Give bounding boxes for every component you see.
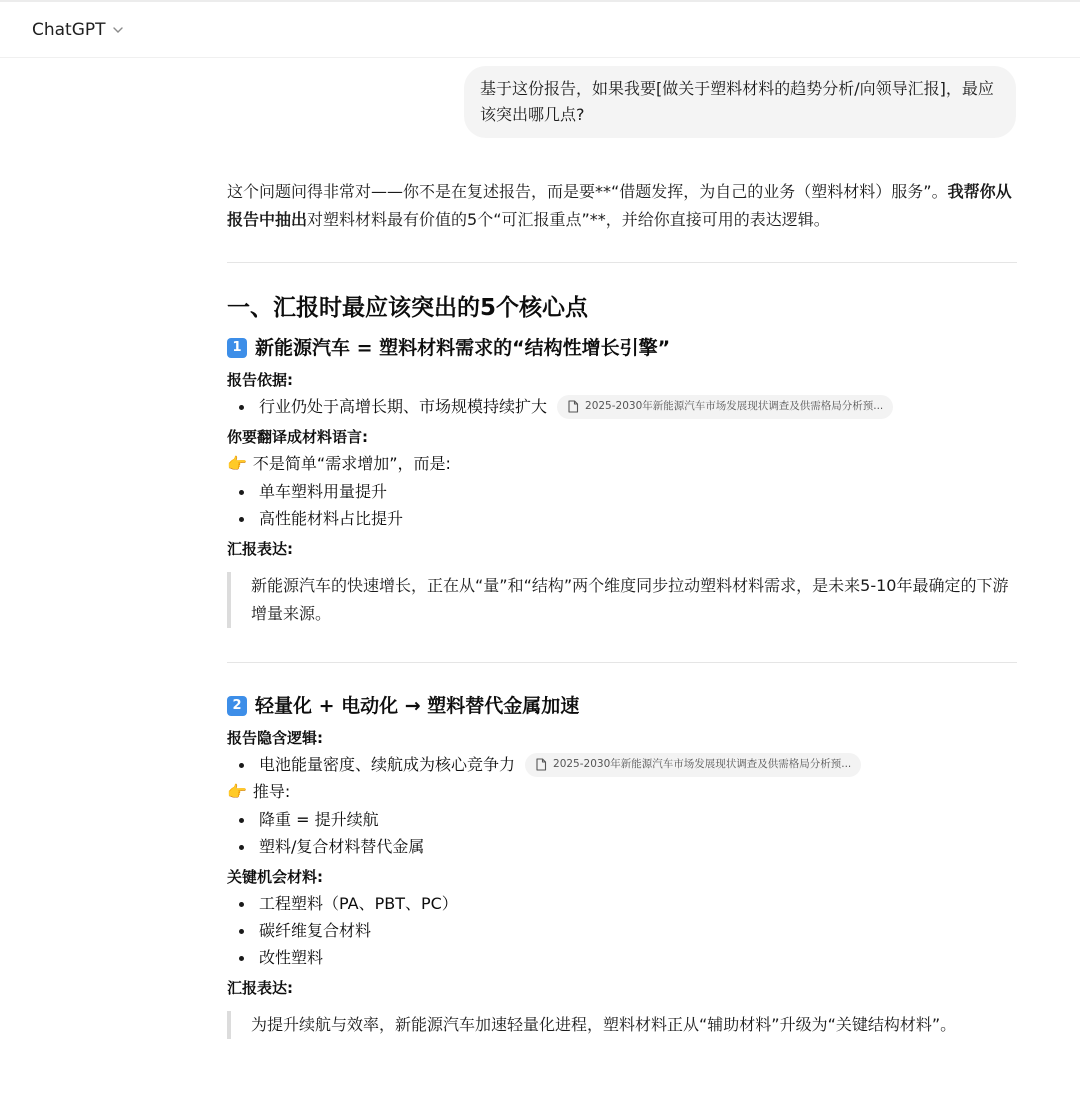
list-item: 工程塑料（PA、PBT、PC）: [227, 890, 1017, 917]
model-name: ChatGPT: [32, 19, 106, 40]
intro-bold: 我帮你从报告中抽出: [227, 182, 1012, 229]
point-title: [227, 691, 1017, 721]
basis-label: 报告依据:: [227, 371, 293, 389]
list-item: 高性能材料占比提升: [227, 505, 1017, 532]
citation-chip[interactable]: [557, 395, 893, 419]
blockquote: 为提升续航与效率，新能源汽车加速轻量化进程，塑料材料正从“辅助材料”升级为“关键结构材料”。: [227, 1011, 1017, 1039]
number-badge-icon: 1: [227, 338, 247, 358]
hint-list: [227, 806, 1017, 860]
divider: [227, 262, 1017, 263]
pointing-hand-icon: 👉: [227, 454, 247, 473]
list-item: 改性塑料: [227, 944, 1017, 971]
assistant-answer: [227, 138, 1017, 1039]
intro-text-1: 这个问题问得非常对——你不是在复述报告，而是要**“借题发挥，为自己的业务（塑料材料）服务”。: [227, 182, 948, 201]
hint-line: [227, 450, 1017, 478]
point-title-text: 轻量化 + 电动化 → 塑料替代金属加速: [255, 695, 580, 717]
point-title: [227, 333, 1017, 363]
model-selector[interactable]: [32, 20, 124, 40]
expression-label: 汇报表达:: [227, 540, 293, 558]
list-item: 降重 = 提升续航: [227, 806, 1017, 833]
user-message-bubble: 基于这份报告，如果我要[做关于塑料材料的趋势分析/向领导汇报]，最应该突出哪几点?: [464, 66, 1016, 138]
pointing-hand-icon: 👉: [227, 782, 247, 801]
point-title-text: 新能源汽车 = 塑料材料需求的“结构性增长引擎”: [255, 337, 671, 359]
translate-label: 你要翻译成材料语言:: [227, 428, 368, 446]
opportunity-list: [227, 890, 1017, 971]
divider: [227, 662, 1017, 663]
blockquote: 新能源汽车的快速增长，正在从“量”和“结构”两个维度同步拉动塑料材料需求，是未来5-10年最确定的下游增量来源。: [227, 572, 1017, 628]
expression-label: 汇报表达:: [227, 979, 293, 997]
intro-text-2: 对塑料材料最有价值的5个“可汇报重点”**，并给你直接可用的表达逻辑。: [307, 210, 830, 229]
hint-text: 推导:: [252, 782, 291, 801]
list-item-text: 电池能量密度、续航成为核心竞争力: [259, 755, 516, 774]
list-item: 单车塑料用量提升: [227, 478, 1017, 505]
document-icon: [535, 758, 547, 771]
hint-text: 不是简单“需求增加”，而是:: [252, 454, 451, 473]
hint-list: [227, 478, 1017, 532]
list-item: [227, 393, 1017, 420]
answer-intro: [227, 178, 1017, 234]
basis-label: 报告隐含逻辑:: [227, 729, 323, 747]
number-badge-icon: 2: [227, 696, 247, 716]
basis-list: [227, 393, 1017, 420]
chevron-down-icon: [112, 24, 124, 36]
list-item: 碳纤维复合材料: [227, 917, 1017, 944]
citation-text: 2025-2030年新能源汽车市场发展现状调查及供需格局分析预...: [585, 400, 884, 412]
list-item-text: 行业仍处于高增长期、市场规模持续扩大: [259, 397, 548, 416]
user-message-row: [0, 58, 1080, 138]
hint-line: [227, 778, 1017, 806]
opportunity-label: 关键机会材料:: [227, 868, 323, 886]
list-item: [227, 751, 1017, 778]
top-bar: [0, 0, 1080, 58]
list-item: 塑料/复合材料替代金属: [227, 833, 1017, 860]
section-title: 一、汇报时最应该突出的5个核心点: [227, 295, 589, 321]
document-icon: [567, 400, 579, 413]
citation-chip[interactable]: [525, 753, 861, 777]
basis-list: [227, 751, 1017, 778]
citation-text: 2025-2030年新能源汽车市场发展现状调查及供需格局分析预...: [553, 758, 852, 770]
